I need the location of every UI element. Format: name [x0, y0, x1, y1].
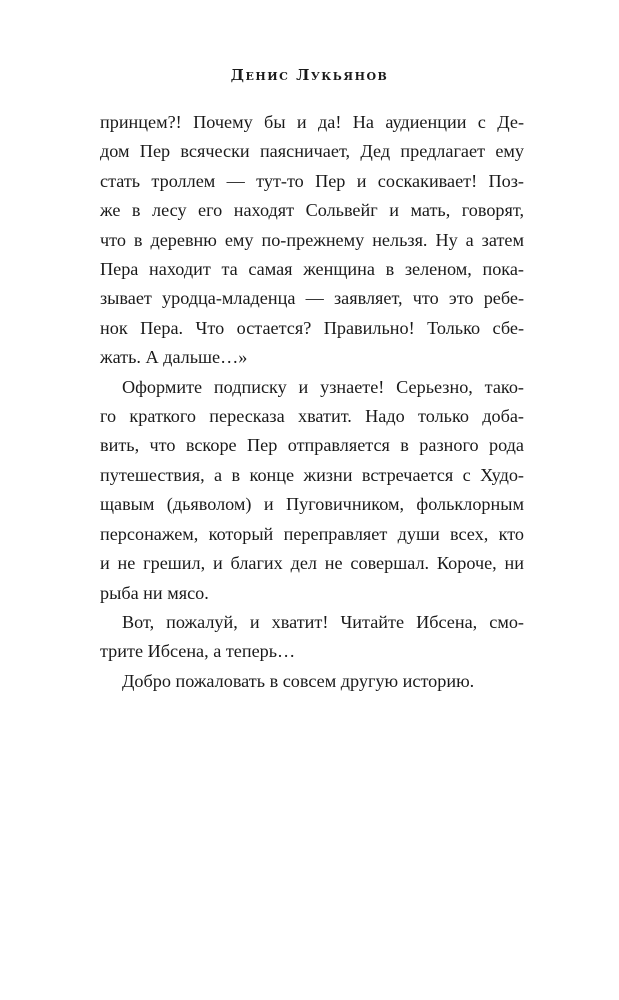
text-line: Пера находит та самая женщина в зеленом, пока-	[100, 259, 524, 280]
text-line: зывает уродца-младенца — заявляет, что это ребе-	[100, 288, 524, 309]
text-line: рыба ни мясо.	[100, 582, 209, 603]
text-line: принцем?! Почему бы и да! На аудиенции с Де-	[100, 112, 524, 132]
text-line: стать троллем — тут-то Пер и соскакивает! Поз-	[100, 170, 524, 191]
text-line: Вот, пожалуй, и хватит! Читайте Ибсена, смо-	[122, 611, 524, 632]
text-line: нок Пера. Что остается? Правильно! Только сбе-	[100, 317, 524, 338]
paragraph-3	[100, 608, 524, 667]
paragraph-2	[100, 373, 524, 608]
text-line: путешествия, а в конце жизни встречается с Худо-	[100, 464, 524, 485]
paragraph-1	[100, 108, 524, 373]
text-line: Добро пожаловать в совсем другую историю.	[122, 670, 475, 691]
text-line: же в лесу его находят Сольвейг и мать, говорят,	[100, 200, 524, 221]
running-head: Денис Лукьянов	[230, 66, 389, 84]
text-line: что в деревню ему по-прежнему нельзя. Ну а затем	[100, 229, 524, 250]
text-line: щавым (дьяволом) и Пуговичником, фольклорным	[100, 494, 524, 515]
text-line: жать. А дальше…»	[100, 347, 248, 368]
text-line: трите Ибсена, а теперь…	[100, 641, 296, 662]
body-text	[100, 108, 524, 696]
text-line: персонажем, который переправляет души всех, кто	[100, 523, 524, 544]
text-line: и не грешил, и благих дел не совершал. Короче, ни	[100, 553, 524, 574]
text-line: Оформите подписку и узнаете! Серьезно, тако-	[122, 376, 524, 397]
text-line: го краткого пересказа хватит. Надо только доба-	[100, 406, 524, 427]
text-line: вить, что вскоре Пер отправляется в разного рода	[100, 435, 524, 456]
text-line: дом Пер всячески паясничает, Дед предлагает ему	[100, 141, 524, 162]
paragraph-4	[100, 667, 524, 696]
